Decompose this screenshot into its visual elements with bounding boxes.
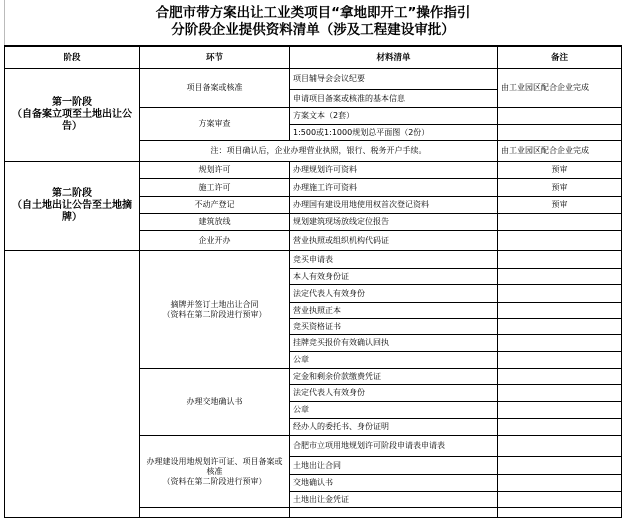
note-cell bbox=[498, 419, 622, 436]
header-remarks: 备注 bbox=[498, 46, 622, 69]
table-row bbox=[5, 69, 622, 90]
note-cell bbox=[498, 108, 622, 125]
note-cell bbox=[498, 214, 622, 231]
note-cell bbox=[498, 231, 622, 251]
material-cell: 1:500或1:1000规划总平面图（2份） bbox=[290, 125, 498, 141]
step-cell: 不动产登记 bbox=[140, 197, 290, 214]
header-row bbox=[5, 46, 622, 69]
header-step: 环节 bbox=[140, 46, 290, 69]
step-cell: 办理建设用地规划许可证、项目备案或核准 （资料在第二阶段进行预审） bbox=[140, 436, 290, 508]
material-cell: 合肥市立项用地规划许可阶段申请表申请表 bbox=[290, 436, 498, 457]
note-cell bbox=[498, 369, 622, 385]
material-cell: 项目辅导会会议纪要 bbox=[290, 69, 498, 90]
note-cell bbox=[498, 475, 622, 492]
stage-3-table bbox=[4, 250, 622, 518]
material-cell: 定金和剩余价款缴费凭证 bbox=[290, 369, 498, 385]
material-cell: 竞买申请表 bbox=[290, 251, 498, 269]
note-cell: 预审 bbox=[498, 162, 622, 179]
note-cell bbox=[498, 492, 622, 508]
note-cell bbox=[498, 303, 622, 319]
note-cell bbox=[498, 457, 622, 475]
step-cell: 建筑放线 bbox=[140, 214, 290, 231]
step-cell: 办理交地确认书 bbox=[140, 369, 290, 436]
title-line-2: 分阶段企业提供资料清单（涉及工程建设审批） bbox=[171, 22, 455, 38]
note-cell bbox=[498, 352, 622, 369]
note-cell: 预审 bbox=[498, 179, 622, 197]
materials-table bbox=[4, 45, 622, 251]
material-cell: 公章 bbox=[290, 352, 498, 369]
material-cell: 办理施工许可资料 bbox=[290, 179, 498, 197]
note-cell: 由工业园区配合企业完成 bbox=[498, 141, 622, 162]
note-cell bbox=[498, 251, 622, 269]
material-cell: 方案文本（2套） bbox=[290, 108, 498, 125]
material-cell: 本人有效身份证 bbox=[290, 269, 498, 285]
document-title bbox=[4, 0, 621, 45]
table-row bbox=[5, 162, 622, 179]
material-cell: 公章 bbox=[290, 402, 498, 419]
stage-1-cell: 第一阶段 （自备案立项至土地出让公告） bbox=[5, 69, 140, 162]
table-row bbox=[5, 251, 622, 269]
note-cell bbox=[498, 285, 622, 303]
material-cell: 法定代表人有效身份 bbox=[290, 285, 498, 303]
material-cell: 规划建筑现场放线定位报告 bbox=[290, 214, 498, 231]
material-cell: 挂牌竞买报价有效确认回执 bbox=[290, 335, 498, 352]
title-line-1: 合肥市带方案出让工业类项目“拿地即开工”操作指引 bbox=[155, 5, 471, 21]
note-cell bbox=[498, 385, 622, 402]
note-cell: 预审 bbox=[498, 197, 622, 214]
note-cell bbox=[498, 125, 622, 141]
note-cell bbox=[498, 335, 622, 352]
material-cell bbox=[290, 508, 498, 518]
header-materials: 材料清单 bbox=[290, 46, 498, 69]
step-cell: 项目备案或核准 bbox=[140, 69, 290, 108]
material-cell: 办理规划许可资料 bbox=[290, 162, 498, 179]
step-cell: 施工许可 bbox=[140, 179, 290, 197]
step-cell: 方案审查 bbox=[140, 108, 290, 141]
step-cell: 规划许可 bbox=[140, 162, 290, 179]
material-cell: 竞买资格证书 bbox=[290, 319, 498, 335]
material-cell: 营业执照正本 bbox=[290, 303, 498, 319]
note-cell bbox=[498, 402, 622, 419]
material-cell: 经办人的委托书、身份证明 bbox=[290, 419, 498, 436]
remark-cell: 注：项目确认后，企业办理营业执照，银行、税务开户手续。 bbox=[140, 141, 498, 162]
note-cell: 由工业园区配合企业完成 bbox=[498, 69, 622, 108]
step-cell: 企业开办 bbox=[140, 231, 290, 251]
material-cell: 营业执照或组织机构代码证 bbox=[290, 231, 498, 251]
note-cell bbox=[498, 508, 622, 518]
material-cell: 办理国有建设用地使用权首次登记资料 bbox=[290, 197, 498, 214]
note-cell bbox=[498, 319, 622, 335]
material-cell: 交地确认书 bbox=[290, 475, 498, 492]
step-cell: 摘牌并签订土地出让合同 （资料在第二阶段进行预审） bbox=[140, 251, 290, 369]
header-stage: 阶段 bbox=[5, 46, 140, 69]
note-cell bbox=[498, 436, 622, 457]
material-cell: 法定代表人有效身份 bbox=[290, 385, 498, 402]
material-cell: 申请项目备案或核准的基本信息 bbox=[290, 90, 498, 108]
note-cell bbox=[498, 269, 622, 285]
stage-3-cell bbox=[5, 251, 140, 518]
stage-2-cell: 第二阶段 （自土地出让公告至土地摘牌） bbox=[5, 162, 140, 251]
step-cell bbox=[140, 508, 290, 518]
material-cell: 土地出让金凭证 bbox=[290, 492, 498, 508]
material-cell: 土地出让合同 bbox=[290, 457, 498, 475]
